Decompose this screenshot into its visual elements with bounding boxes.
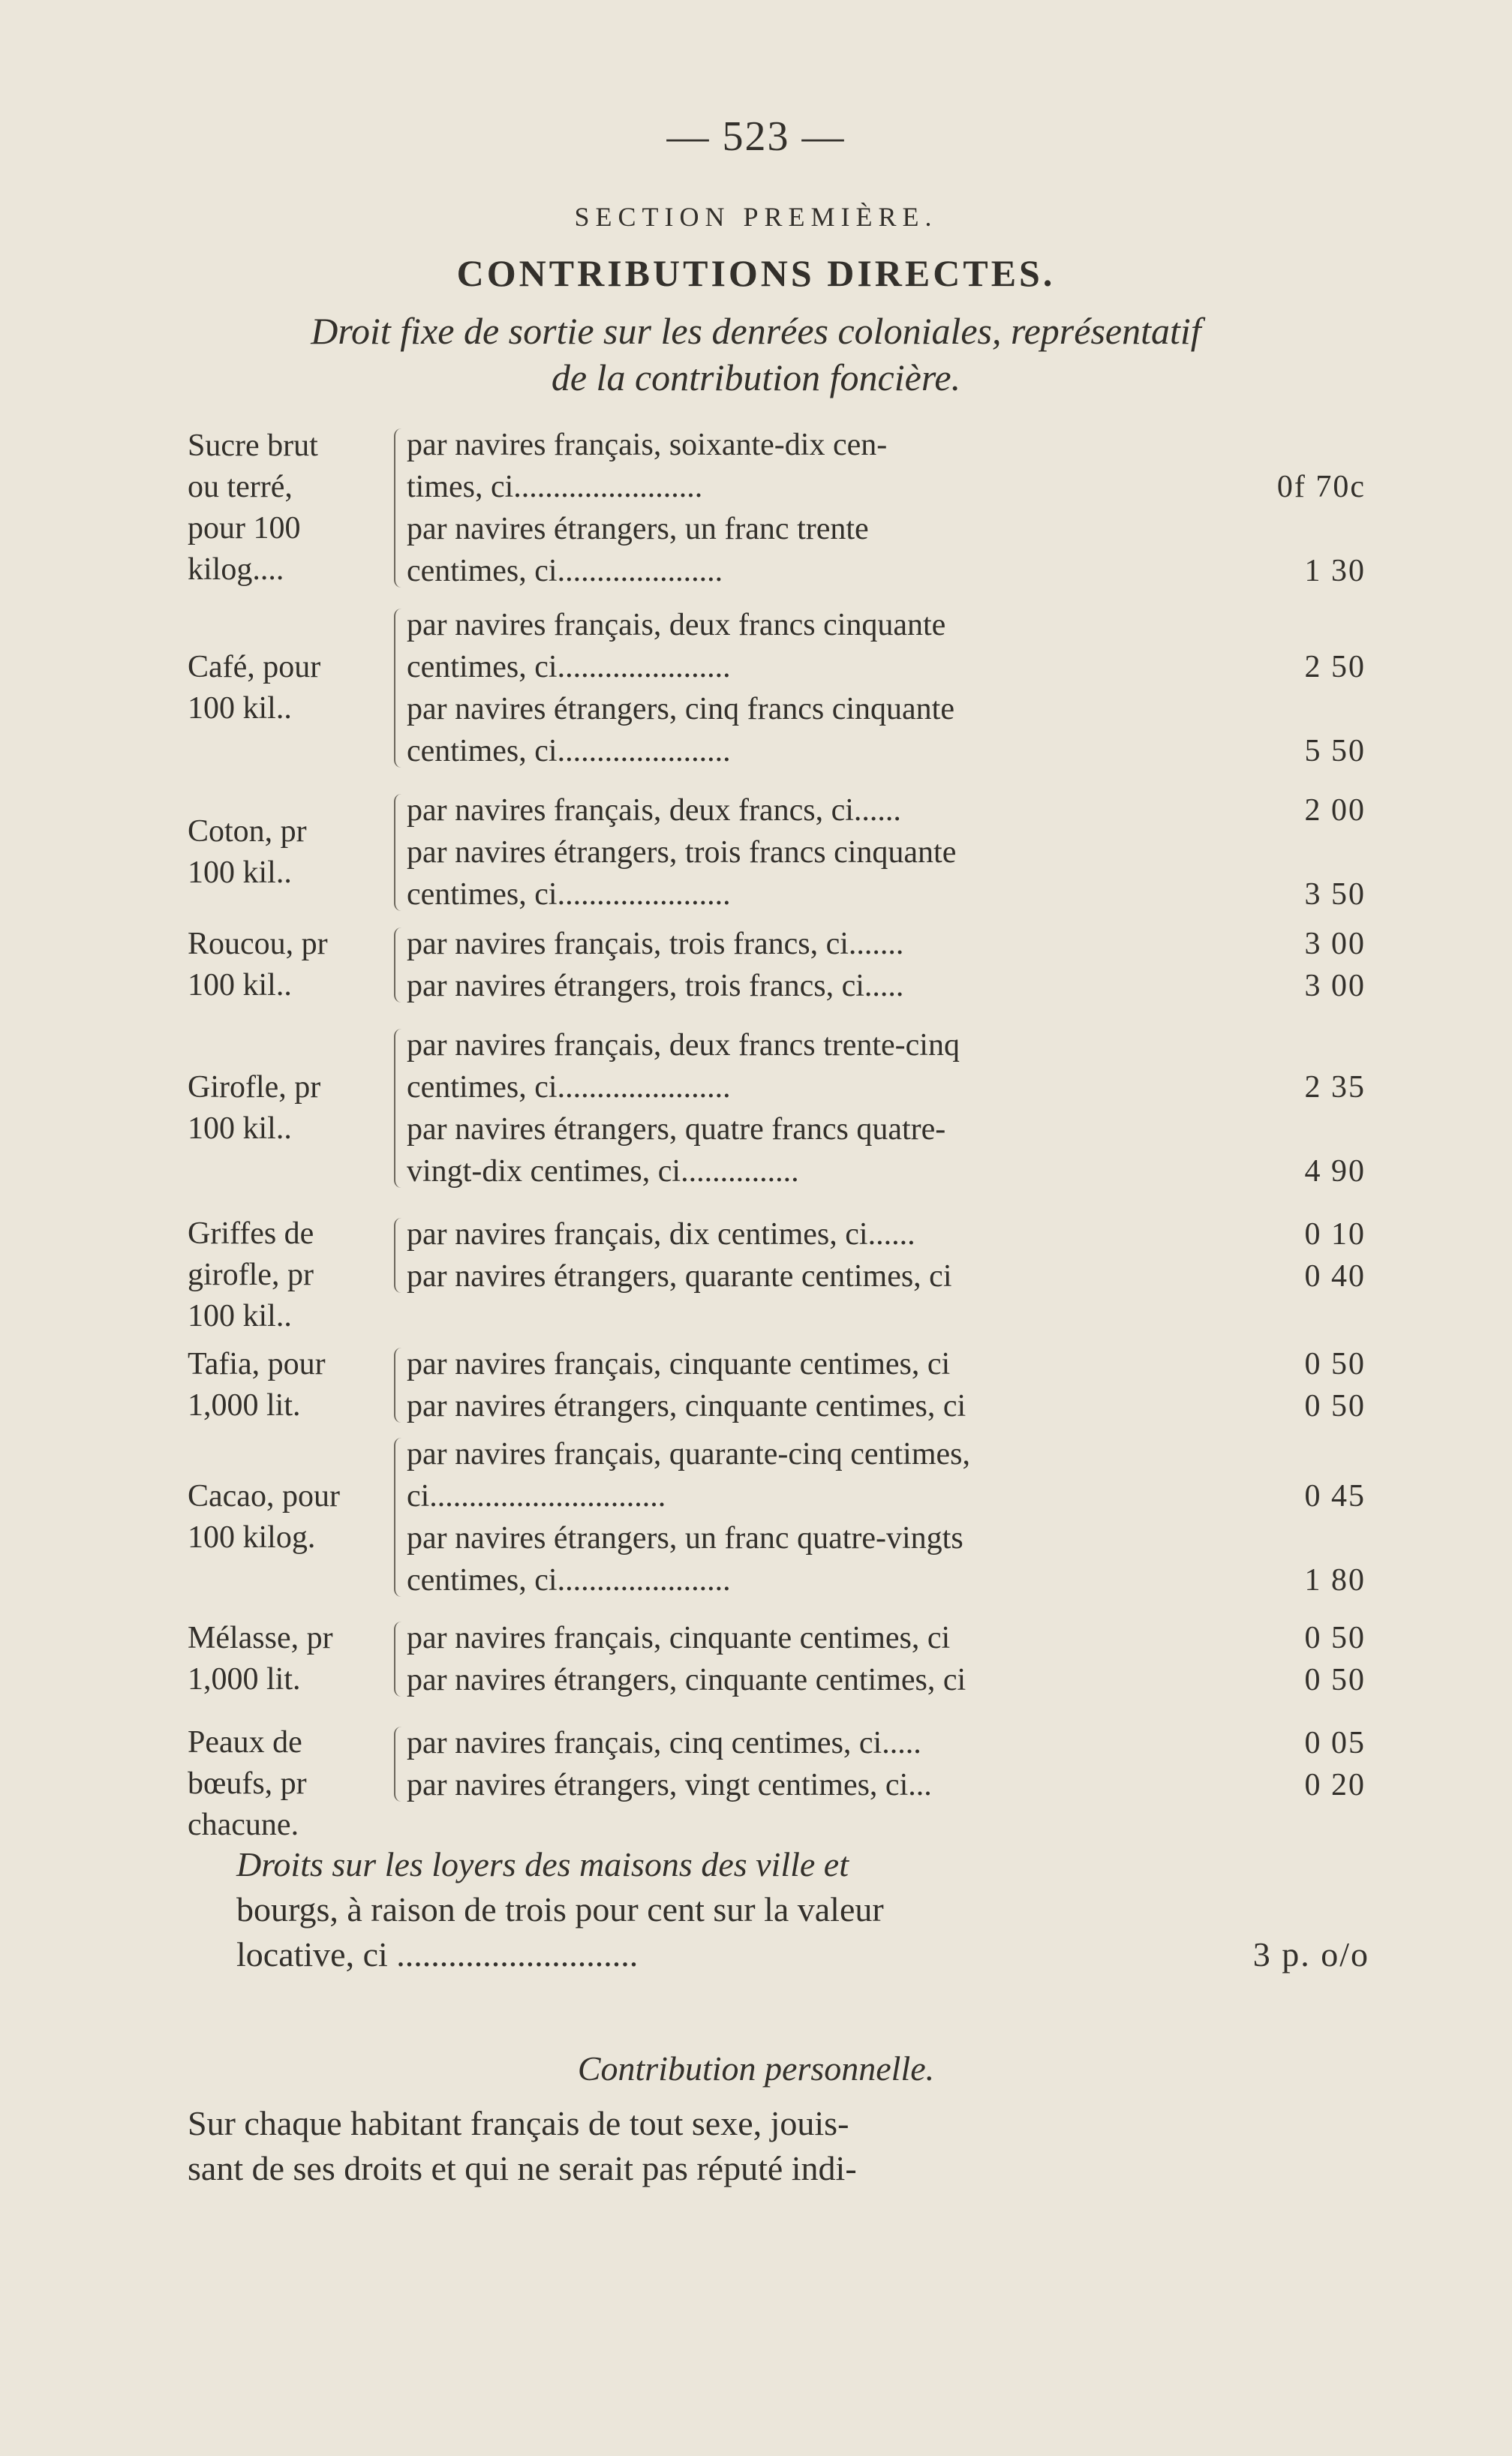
rate-line — [407, 424, 1366, 466]
commodity-label — [188, 1476, 390, 1559]
brace — [394, 1727, 404, 1802]
tariff-row — [188, 1433, 1366, 1601]
rate-text: par navires étrangers, trois francs cinquante — [407, 835, 957, 870]
rate-line — [407, 965, 1366, 1007]
rate-text: par navires étrangers, cinquante centimes, ci — [407, 1663, 966, 1697]
commodity-label — [188, 924, 390, 1006]
rate-text: ci.............................. — [407, 1479, 666, 1514]
rate-line — [407, 1722, 1366, 1764]
rate-text: par navires français, trois francs, ci....... — [407, 927, 904, 961]
tariff-row — [188, 923, 1366, 1007]
commodity-label-line: ou terré, — [188, 470, 293, 504]
rate-text: par navires étrangers, quatre francs quatre- — [407, 1112, 946, 1147]
rate-lines — [407, 604, 1366, 772]
rate-text: par navires étrangers, un franc trente — [407, 512, 869, 546]
rate-amount: 3 00 — [1304, 927, 1366, 961]
commodity-label-line: Mélasse, pr — [188, 1621, 333, 1655]
commodity-label — [188, 647, 390, 729]
rate-line — [407, 1024, 1366, 1066]
rate-lines — [407, 1433, 1366, 1601]
tariff-row — [188, 424, 1366, 592]
rate-amount: 0 10 — [1304, 1217, 1366, 1252]
rate-amount: 3 00 — [1304, 969, 1366, 1003]
commodity-label — [188, 425, 390, 591]
rate-line — [407, 1255, 1366, 1297]
rate-text: par navires français, quarante-cinq centimes, — [407, 1437, 970, 1471]
commodity-label — [188, 811, 390, 894]
rate-text: par navires français, cinquante centimes, ci — [407, 1347, 951, 1381]
rate-text: vingt-dix centimes, ci............... — [407, 1154, 799, 1189]
rate-text: par navires français, cinquante centimes, ci — [407, 1621, 951, 1655]
rate-line — [407, 1066, 1366, 1108]
rate-amount: 1 30 — [1304, 554, 1366, 588]
rate-amount: 2 35 — [1304, 1070, 1366, 1105]
commodity-label-line: Sucre brut — [188, 428, 318, 463]
rate-amount: 2 00 — [1304, 793, 1366, 828]
rate-amount: 0 20 — [1304, 1768, 1366, 1802]
rate-amount: 5 50 — [1304, 734, 1366, 768]
rate-amount: 4 90 — [1304, 1154, 1366, 1189]
tariff-row — [188, 1213, 1366, 1333]
rate-amount: 3 50 — [1304, 877, 1366, 912]
rate-line — [407, 508, 1366, 550]
brace — [394, 609, 404, 768]
commodity-label-line: Coton, pr — [188, 814, 307, 849]
rate-line — [407, 923, 1366, 965]
rate-lines — [407, 1617, 1366, 1701]
rate-amount: 0 50 — [1304, 1621, 1366, 1655]
brace — [394, 1029, 404, 1188]
commodity-label-line: chacune. — [188, 1808, 299, 1842]
tariff-row — [188, 1722, 1366, 1842]
commodity-label-line: 100 kil.. — [188, 691, 292, 726]
rate-line — [407, 466, 1366, 508]
intro-line: Droit fixe de sortie sur les denrées coloniales, représentatif — [311, 310, 1201, 352]
brace — [394, 794, 404, 911]
rate-line — [407, 1764, 1366, 1806]
intro-line: de la contribution foncière. — [551, 356, 961, 398]
rate-amount: 0 45 — [1304, 1479, 1366, 1514]
commodity-label-line: 1,000 lit. — [188, 1662, 301, 1697]
rate-amount: 0 50 — [1304, 1663, 1366, 1697]
rate-line — [407, 730, 1366, 772]
rate-line — [407, 1475, 1366, 1517]
rate-text: par navires français, dix centimes, ci...... — [407, 1217, 915, 1252]
page-number: — 523 — — [666, 113, 846, 160]
rate-line — [407, 1517, 1366, 1559]
loyers-line: Droits sur les loyers des maisons des ville et — [236, 1845, 849, 1883]
rate-text: par navires étrangers, un franc quatre-vingts — [407, 1521, 963, 1556]
brace — [394, 428, 404, 588]
rate-text: times, ci........................ — [407, 470, 703, 504]
rate-amount: 0 05 — [1304, 1726, 1366, 1760]
rate-text: centimes, ci...................... — [407, 877, 731, 912]
rate-text: par navires étrangers, cinq francs cinquante — [407, 692, 954, 726]
commodity-label-line: 100 kil.. — [188, 1299, 292, 1333]
commodity-label-line: Roucou, pr — [188, 927, 328, 961]
paragraph-line: sant de ses droits et qui ne serait pas réputé indi- — [188, 2149, 857, 2187]
rate-amount: 0 50 — [1304, 1347, 1366, 1381]
rate-text: centimes, ci...................... — [407, 1070, 731, 1105]
rate-text: par navires français, deux francs trente-cinq — [407, 1028, 960, 1063]
tariff-row — [188, 1617, 1366, 1701]
body-paragraph — [188, 2101, 1126, 2191]
rate-text: par navires français, deux francs cinquante — [407, 608, 946, 642]
rate-text: centimes, ci..................... — [407, 554, 723, 588]
rate-line — [407, 688, 1366, 730]
rate-line — [407, 1385, 1366, 1427]
commodity-label-line: 100 kil.. — [188, 1111, 292, 1146]
rate-lines — [407, 1722, 1366, 1806]
loyers-line: locative, ci ............................ — [236, 1935, 639, 1974]
rate-line — [407, 646, 1366, 688]
brace — [394, 1622, 404, 1697]
rate-lines — [407, 1024, 1366, 1192]
rate-lines — [407, 923, 1366, 1007]
commodity-label — [188, 1213, 390, 1337]
rate-amount: 0 40 — [1304, 1259, 1366, 1294]
loyers-paragraph — [236, 1842, 1369, 1977]
rate-line — [407, 1617, 1366, 1659]
rate-text: par navires étrangers, cinquante centimes, ci — [407, 1389, 966, 1423]
rate-lines — [407, 1213, 1366, 1297]
tariff-row — [188, 604, 1366, 772]
rate-line — [407, 789, 1366, 831]
rate-text: par navires étrangers, trois francs, ci..... — [407, 969, 904, 1003]
brace — [394, 1218, 404, 1293]
rate-line — [407, 1659, 1366, 1701]
loyers-line: bourgs, à raison de trois pour cent sur la valeur — [236, 1890, 884, 1928]
commodity-label-line: Girofle, pr — [188, 1070, 321, 1105]
section-heading: SECTION PREMIÈRE. — [574, 202, 938, 232]
rate-text: centimes, ci...................... — [407, 734, 731, 768]
rate-line — [407, 831, 1366, 873]
paragraph-line: Sur chaque habitant français de tout sexe, jouis- — [188, 2104, 849, 2142]
rate-text: par navires français, deux francs, ci...... — [407, 793, 901, 828]
rate-line — [407, 1213, 1366, 1255]
tariff-row — [188, 789, 1366, 915]
rate-amount: 0 50 — [1304, 1389, 1366, 1423]
commodity-label-line: pour 100 — [188, 511, 301, 546]
commodity-label-line: 100 kil.. — [188, 855, 292, 890]
loyers-amount: 3 p. o/o — [1252, 1935, 1369, 1974]
rate-line — [407, 550, 1366, 592]
commodity-label-line: Peaux de — [188, 1725, 302, 1760]
commodity-label-line: bœufs, pr — [188, 1766, 307, 1801]
rate-line — [407, 1108, 1366, 1150]
commodity-label-line: Café, pour — [188, 650, 321, 684]
rate-amount: 0f 70c — [1276, 470, 1366, 504]
chapter-title: CONTRIBUTIONS DIRECTES. — [456, 252, 1056, 294]
tariff-row — [188, 1343, 1366, 1427]
rate-amount: 1 80 — [1304, 1563, 1366, 1598]
rate-amount: 2 50 — [1304, 650, 1366, 684]
rate-text: centimes, ci...................... — [407, 1563, 731, 1598]
rate-text: par navires étrangers, quarante centimes, ci — [407, 1259, 952, 1294]
rate-text: par navires français, cinq centimes, ci..... — [407, 1726, 921, 1760]
rate-line — [407, 1343, 1366, 1385]
rate-lines — [407, 1343, 1366, 1427]
commodity-label-line: 100 kilog. — [188, 1520, 316, 1555]
tariff-row — [188, 1024, 1366, 1192]
rate-line — [407, 604, 1366, 646]
commodity-label — [188, 1067, 390, 1150]
rate-lines — [407, 789, 1366, 915]
intro-heading — [0, 308, 1512, 401]
commodity-label-line: girofle, pr — [188, 1258, 314, 1292]
rate-text: par navires français, soixante-dix cen- — [407, 428, 888, 462]
commodity-label-line: 100 kil.. — [188, 968, 292, 1003]
commodity-label-line: Griffes de — [188, 1216, 314, 1251]
commodity-label-line: kilog.... — [188, 552, 284, 587]
commodity-label-line: Cacao, pour — [188, 1479, 340, 1514]
rate-text: centimes, ci...................... — [407, 650, 731, 684]
rate-line — [407, 873, 1366, 915]
commodity-label-line: Tafia, pour — [188, 1347, 326, 1381]
commodity-label — [188, 1344, 390, 1426]
brace — [394, 1438, 404, 1597]
commodity-label — [188, 1722, 390, 1846]
rate-lines — [407, 424, 1366, 592]
commodity-label — [188, 1618, 390, 1700]
brace — [394, 1348, 404, 1423]
commodity-label-line: 1,000 lit. — [188, 1388, 301, 1423]
brace — [394, 927, 404, 1003]
rate-line — [407, 1433, 1366, 1475]
subheading: Contribution personnelle. — [577, 2049, 935, 2088]
rate-text: par navires étrangers, vingt centimes, ci... — [407, 1768, 932, 1802]
rate-line — [407, 1559, 1366, 1601]
rate-line — [407, 1150, 1366, 1192]
